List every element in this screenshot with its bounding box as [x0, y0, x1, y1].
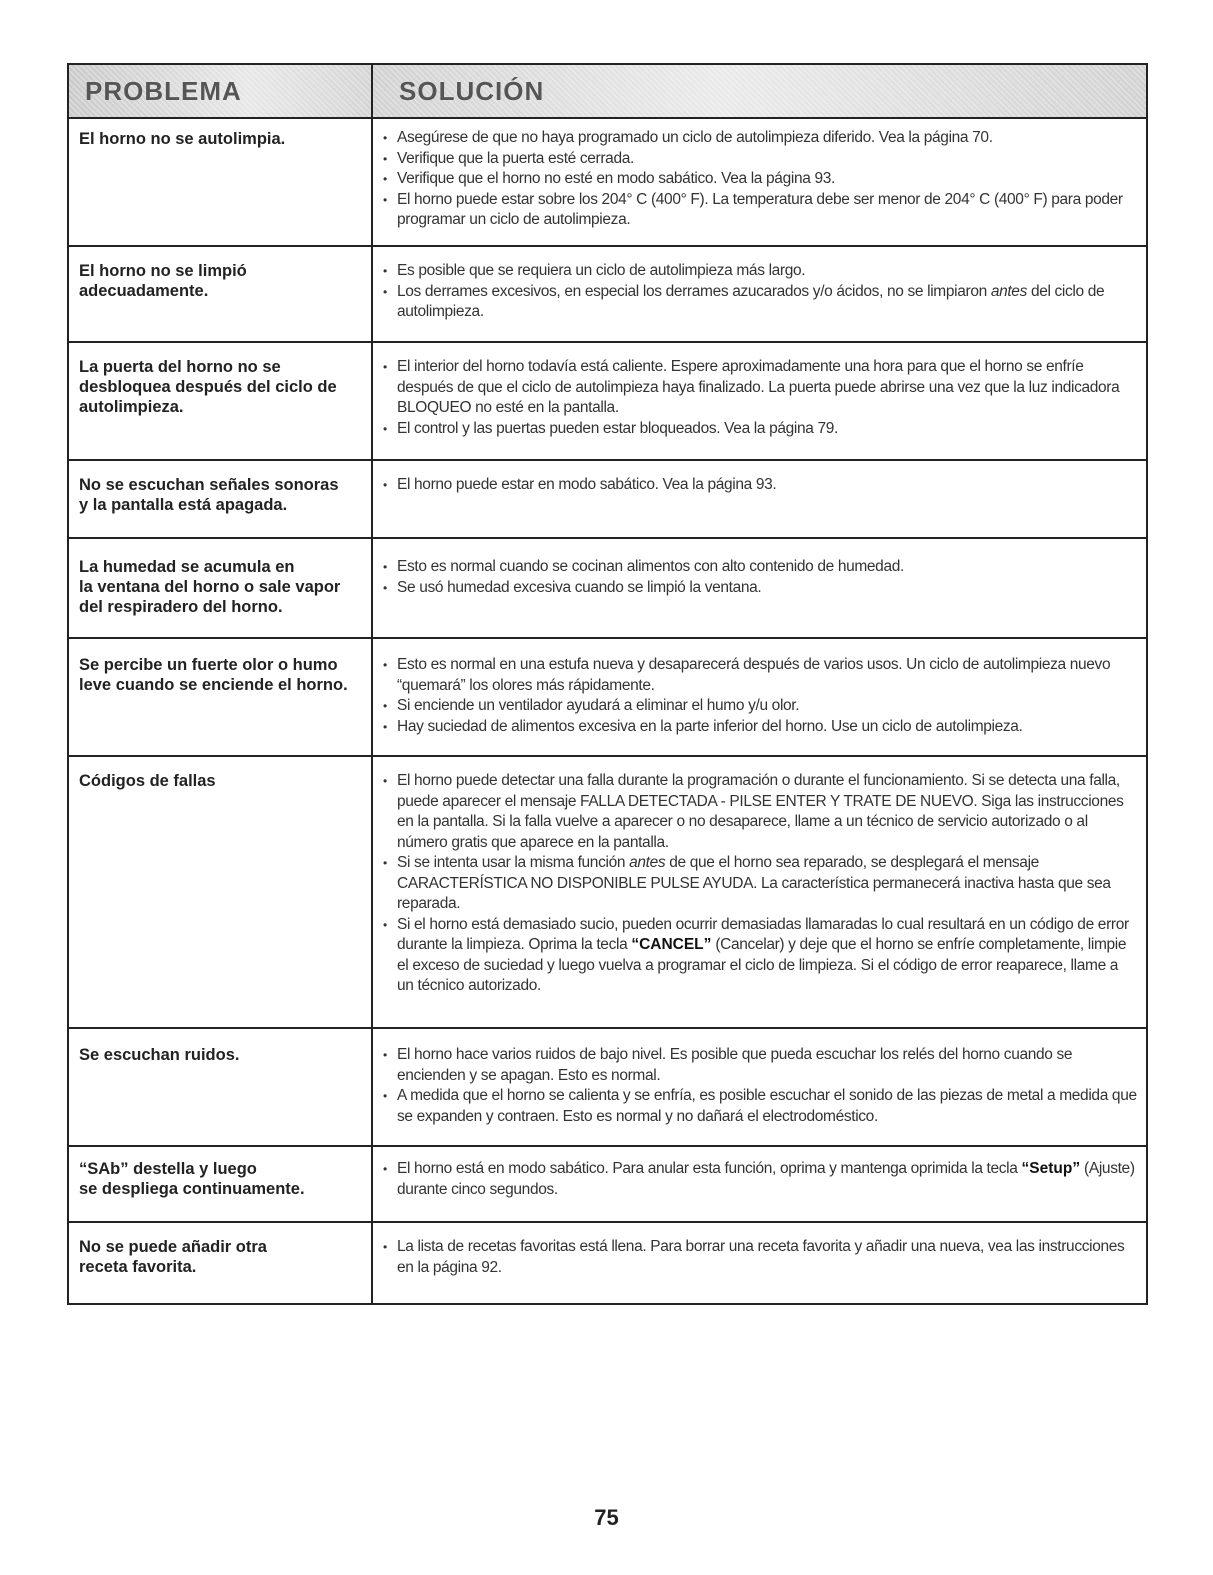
problem-header-label: PROBLEMA: [85, 75, 242, 106]
solution-item: • El control y las puertas pueden estar bloqueados. Vea la página 79.: [381, 419, 1138, 440]
emphasis-text: antes: [990, 282, 1027, 300]
solution-header-label: SOLUCIÓN: [399, 75, 545, 106]
solution-cell: [373, 461, 1146, 537]
solution-item: • Si enciende un ventilador ayudará a eliminar el humo y/u olor.: [381, 696, 1138, 717]
problem-cell: El horno no se autolimpia.: [69, 119, 373, 245]
table-row: [69, 757, 1146, 1029]
troubleshooting-table: [67, 63, 1148, 1305]
solution-item: • La lista de recetas favoritas está llena. Para borrar una receta favorita y añadir una nueva, vea las instrucciones en la página 92.: [381, 1237, 1138, 1278]
solution-item: • Si el horno está demasiado sucio, pueden ocurrir demasiadas llamaradas lo cual resultará en un código de error durante la limpieza. Oprima la tecla “CANCEL” (Cancelar) y deje que el horno se enfríe completamente, limpie el exceso de suciedad y luego vuelva a programar el ciclo de limpieza. Si el código de error reaparece, llame a un técnico autorizado.: [381, 915, 1138, 997]
solution-cell: [373, 1223, 1146, 1303]
table-row: [69, 247, 1146, 343]
problem-column-header: [69, 65, 373, 117]
solution-cell: [373, 343, 1146, 459]
table-row: [69, 1223, 1146, 1303]
solution-item: • Verifique que el horno no esté en modo sabático. Vea la página 93.: [381, 169, 1138, 190]
solution-cell: [373, 639, 1146, 755]
emphasis-text: “CANCEL”: [631, 936, 712, 953]
table-row: [69, 1029, 1146, 1147]
problem-cell: No se escuchan señales sonoras y la pantalla está apagada.: [69, 461, 373, 537]
solution-cell: [373, 247, 1146, 341]
solution-item: • Verifique que la puerta esté cerrada.: [381, 149, 1138, 170]
problem-cell: No se puede añadir otra receta favorita.: [69, 1223, 373, 1303]
solution-cell: [373, 1147, 1146, 1221]
solution-cell: [373, 119, 1146, 245]
problem-cell: Se percibe un fuerte olor o humo leve cuando se enciende el horno.: [69, 639, 373, 755]
table-row: [69, 461, 1146, 539]
emphasis-text: “Setup”: [1021, 1160, 1081, 1177]
solution-item: • Esto es normal en una estufa nueva y desaparecerá después de varios usos. Un ciclo de autolimpieza nuevo “quemará” los olores más rápidamente.: [381, 655, 1138, 696]
solution-item: • A medida que el horno se calienta y se enfría, es posible escuchar el sonido de las piezas de metal a medida que se expanden y contraen. Esto es normal y no dañará el electrodoméstico.: [381, 1086, 1138, 1127]
problem-cell: Códigos de fallas: [69, 757, 373, 1027]
solution-item: • El interior del horno todavía está caliente. Espere aproximadamente una hora para que el horno se enfríe después de que el ciclo de autolimpieza haya finalizado. La puerta puede abrirse una vez que la luz indicadora BLOQUEO no esté en la pantalla.: [381, 357, 1138, 419]
table-row: [69, 539, 1146, 639]
solution-item: • Es posible que se requiera un ciclo de autolimpieza más largo.: [381, 261, 1138, 282]
solution-item: • El horno puede detectar una falla durante la programación o durante el funcionamiento. Si se detecta una falla, puede aparecer el mensaje FALLA DETECTADA - PILSE ENTER Y TRATE DE NUEVO. Siga las instrucciones en la pantalla. Si la falla vuelve a aparecer o no desaparece, llame a un técnico de servicio autorizado o al número gratis que aparece en la pantalla.: [381, 771, 1138, 853]
table-header: [69, 65, 1146, 119]
solution-item: • Si se intenta usar la misma función antes de que el horno sea reparado, se desplegará el mensaje CARACTERÍSTICA NO DISPONIBLE PULSE AYUDA. La característica permanecerá inactiva hasta que sea reparada.: [381, 853, 1138, 915]
solution-item: • Hay suciedad de alimentos excesiva en la parte inferior del horno. Use un ciclo de autolimpieza.: [381, 717, 1138, 738]
solution-item: • El horno hace varios ruidos de bajo nivel. Es posible que pueda escuchar los relés del horno cuando se encienden y se apagan. Esto es normal.: [381, 1045, 1138, 1086]
problem-cell: Se escuchan ruidos.: [69, 1029, 373, 1145]
problem-cell: El horno no se limpió adecuadamente.: [69, 247, 373, 341]
table-row: [69, 639, 1146, 757]
solution-item: • Esto es normal cuando se cocinan alimentos con alto contenido de humedad.: [381, 557, 1138, 578]
emphasis-text: antes: [629, 854, 666, 871]
solution-cell: [373, 757, 1146, 1027]
problem-cell: La humedad se acumula en la ventana del horno o sale vapor del respiradero del horno.: [69, 539, 373, 637]
solution-item: • Asegúrese de que no haya programado un ciclo de autolimpieza diferido. Vea la página 70.: [381, 128, 1138, 149]
solution-cell: [373, 539, 1146, 637]
table-row: [69, 119, 1146, 247]
solution-item: • El horno está en modo sabático. Para anular esta función, oprima y mantenga oprimida la tecla “Setup” (Ajuste) durante cinco segundos.: [381, 1159, 1138, 1200]
page-number: 75: [594, 1505, 619, 1530]
solution-item: • El horno puede estar en modo sabático. Vea la página 93.: [381, 475, 1138, 496]
solution-item: • Se usó humedad excesiva cuando se limpió la ventana.: [381, 578, 1138, 599]
table-row: [69, 343, 1146, 461]
problem-cell: “SAb” destella y luego se despliega continuamente.: [69, 1147, 373, 1221]
solution-cell: [373, 1029, 1146, 1145]
solution-item: • El horno puede estar sobre los 204° C (400° F). La temperatura debe ser menor de 204° C (400° F) para poder programar un ciclo de autolimpieza.: [381, 190, 1138, 231]
table-row: [69, 1147, 1146, 1223]
solution-item: • Los derrames excesivos, en especial los derrames azucarados y/o ácidos, no se limpiaron antes del ciclo de autolimpieza.: [381, 282, 1138, 323]
problem-cell: La puerta del horno no se desbloquea después del ciclo de autolimpieza.: [69, 343, 373, 459]
solution-column-header: [373, 65, 1146, 117]
